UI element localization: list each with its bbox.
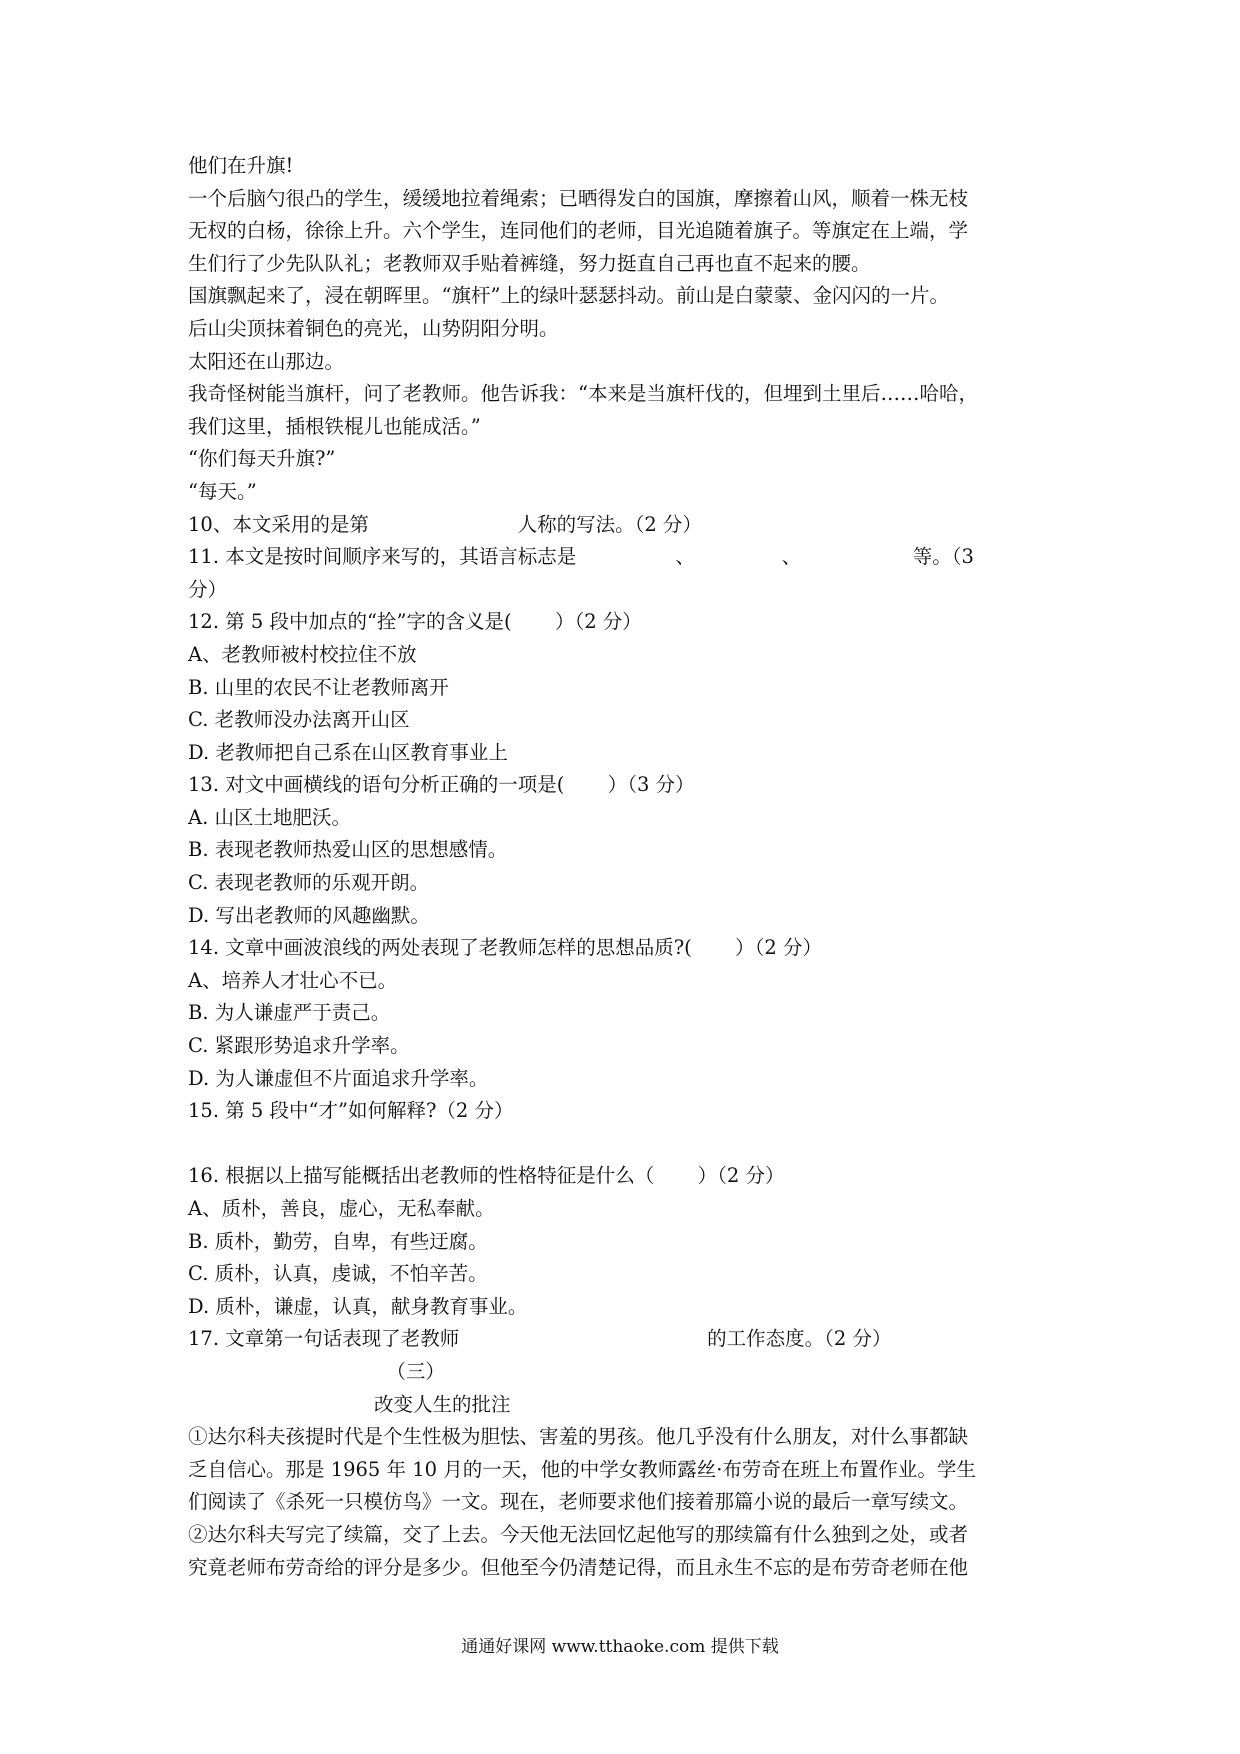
text-line: ②达尔科夫写完了续篇，交了上去。今天他无法回忆起他写的那续篇有什么独到之处，或者 xyxy=(188,1522,969,1546)
text-line: 14. 文章中画波浪线的两处表现了老教师怎样的思想品质?( ）（2 分） xyxy=(188,936,823,960)
text-line: B. 山里的农民不让老教师离开 xyxy=(188,675,449,699)
text-line: 太阳还在山那边。 xyxy=(188,349,345,373)
page-footer: 通通好课网 www.tthaoke.com 提供下载 xyxy=(461,1637,779,1657)
document-body xyxy=(188,150,1058,1584)
text-line: 们阅读了《杀死一只模仿鸟》一文。现在，老师要求他们接着那篇小说的最后一章写续文。 xyxy=(188,1490,969,1514)
text-line: A、老教师被村校拉住不放 xyxy=(188,642,417,666)
text-line: 后山尖顶抹着铜色的亮光，山势阴阳分明。 xyxy=(188,316,559,340)
text-line: D. 写出老教师的风趣幽默。 xyxy=(188,903,430,927)
text-line: B. 为人谦虚严于责己。 xyxy=(188,1001,391,1025)
text-line: A、培养人才壮心不已。 xyxy=(188,968,398,992)
text-line: 无杈的白杨，徐徐上升。六个学生，连同他们的老师，目光追随着旗子。等旗定在上端，学 xyxy=(188,219,969,243)
text-line: 究竟老师布劳奇给的评分是多少。但他至今仍清楚记得，而且永生不忘的是布劳奇老师在他 xyxy=(188,1555,969,1579)
text-line: C. 质朴，认真，虔诚，不怕辛苦。 xyxy=(188,1262,488,1286)
text-line: 17. 文章第一句话表现了老教师 的工作态度。（2 分） xyxy=(188,1327,892,1351)
text-line xyxy=(188,1128,1058,1161)
text-line: A. 山区土地肥沃。 xyxy=(188,805,351,829)
text-line: 12. 第 5 段中加点的“拴”字的含义是( ）（2 分） xyxy=(188,610,642,634)
text-line: 改变人生的批注 xyxy=(188,1392,511,1416)
text-line: D. 老教师把自己系在山区教育事业上 xyxy=(188,740,508,764)
text-line: “你们每天升旗?” xyxy=(188,447,336,471)
text-line: 13. 对文中画横线的语句分析正确的一项是( ）（3 分） xyxy=(188,773,695,797)
text-line: 分） xyxy=(188,577,228,601)
text-line: C. 老教师没办法离开山区 xyxy=(188,708,410,732)
text-line: 国旗飘起来了，浸在朝晖里。“旗杆”上的绿叶瑟瑟抖动。前山是白蒙蒙、金闪闪的一片。 xyxy=(188,284,949,308)
text-line: B. 表现老教师热爱山区的思想感情。 xyxy=(188,838,508,862)
text-line: 15. 第 5 段中“才”如何解释?（2 分） xyxy=(188,1099,514,1123)
text-line: ①达尔科夫孩提时代是个生性极为胆怯、害羞的男孩。他几乎没有什么朋友，对什么事都缺 xyxy=(188,1425,969,1449)
text-line: B. 质朴，勤劳，自卑，有些迂腐。 xyxy=(188,1229,488,1253)
text-line: D. 质朴，谦虚，认真，献身教育事业。 xyxy=(188,1294,528,1318)
text-line: C. 表现老教师的乐观开朗。 xyxy=(188,871,430,895)
text-line: 生们行了少先队队礼；老教师双手贴着裤缝，努力挺直自己再也直不起来的腰。 xyxy=(188,251,871,275)
text-line: （三） xyxy=(188,1359,445,1383)
text-line: 乏自信心。那是 1965 年 10 月的一天，他的中学女教师露丝·布劳奇在班上布置作业。学生 xyxy=(188,1457,976,1481)
text-line: “每天。” xyxy=(188,479,257,503)
text-line: 我奇怪树能当旗杆，问了老教师。他告诉我：“本来是当旗杆伐的，但埋到土里后……哈哈， xyxy=(188,382,978,406)
text-line: 我们这里，插根铁棍儿也能成活。” xyxy=(188,414,481,438)
text-line: D. 为人谦虚但不片面追求升学率。 xyxy=(188,1066,489,1090)
text-line: A、质朴，善良，虚心，无私奉献。 xyxy=(188,1197,495,1220)
text-line: 他们在升旗! xyxy=(188,154,294,177)
text-line: C. 紧跟形势追求升学率。 xyxy=(188,1034,410,1058)
text-line: 11. 本文是按时间顺序来写的，其语言标志是 、 、 等。（3 xyxy=(188,545,974,569)
text-line: 一个后脑勺很凸的学生，缓缓地拉着绳索；已晒得发白的国旗，摩擦着山风，顺着一株无枝 xyxy=(188,186,969,210)
text-line: 16. 根据以上描写能概括出老教师的性格特征是什么（ ）（2 分） xyxy=(188,1164,785,1188)
text-line: 10、本文采用的是第 人称的写法。（2 分） xyxy=(188,512,702,536)
